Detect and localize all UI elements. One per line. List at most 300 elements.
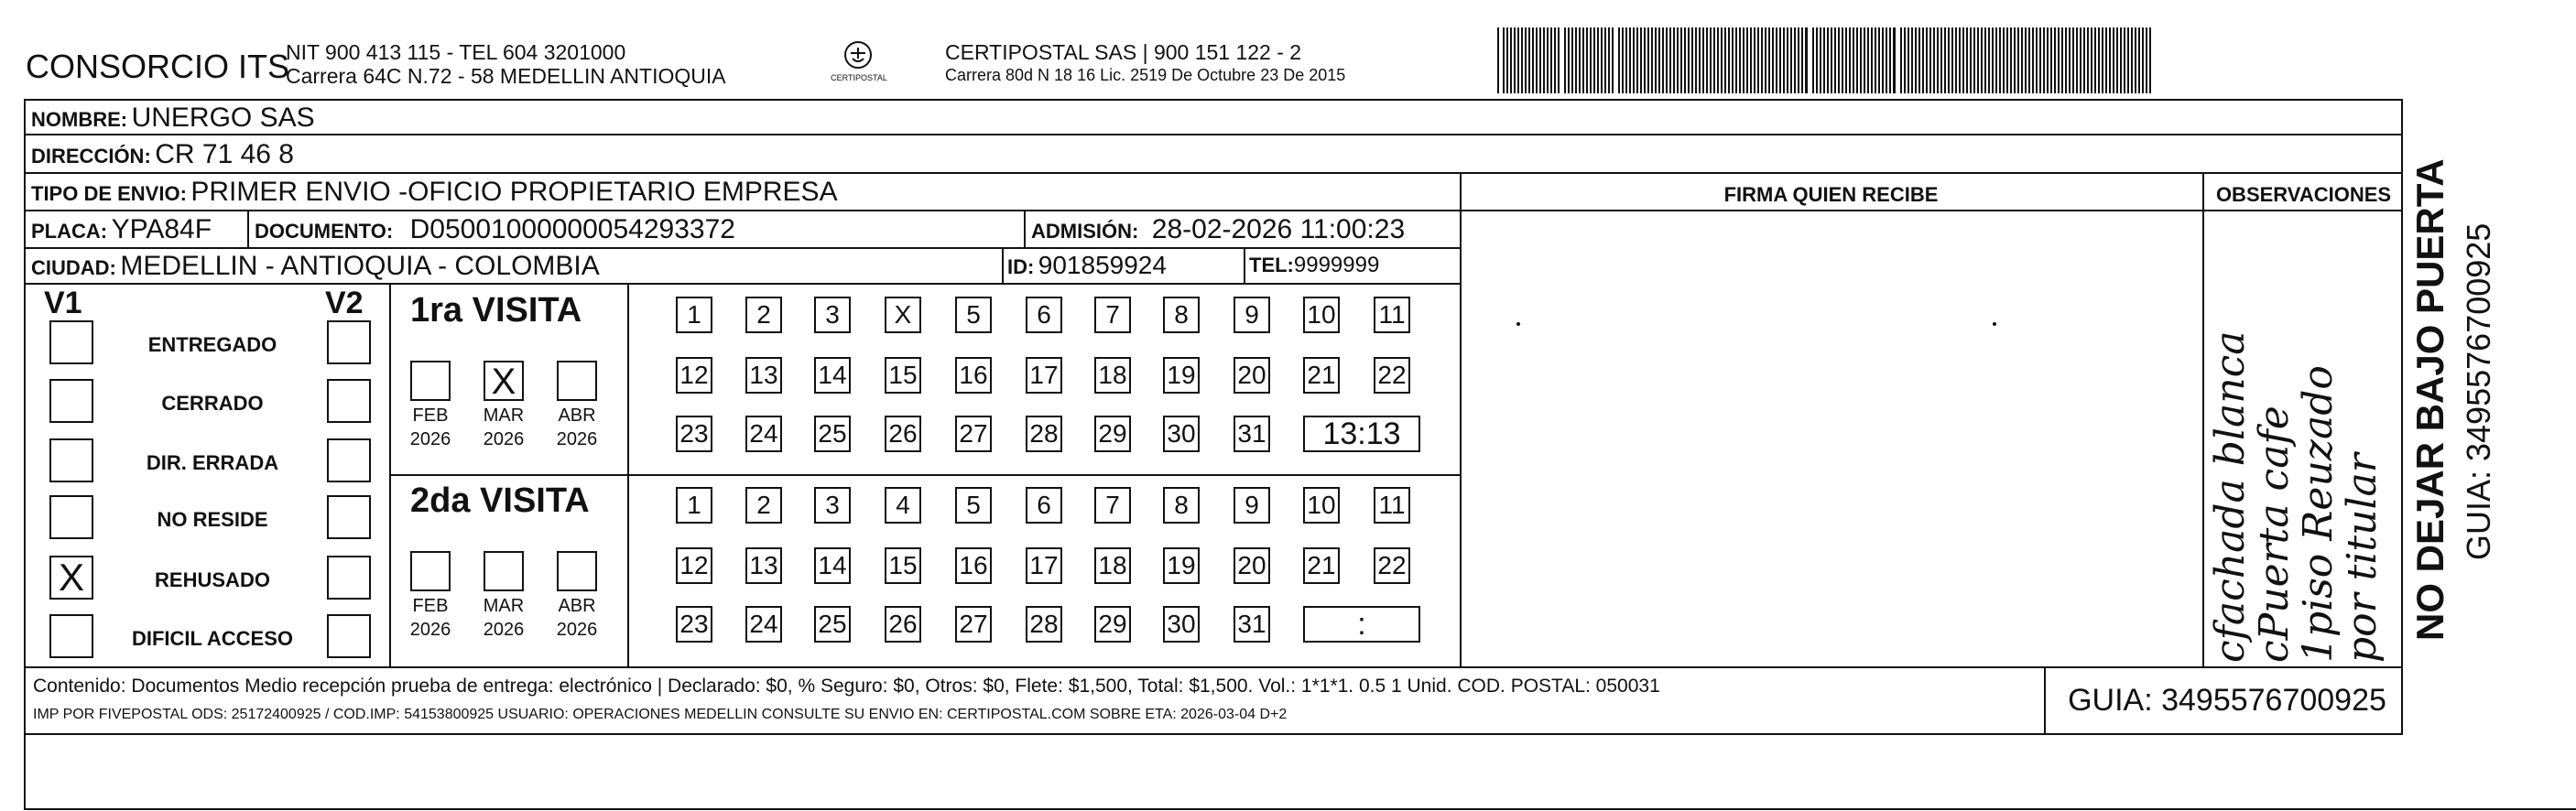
id-value: 901859924 [1038,251,1167,279]
barcode-bar [1622,27,1624,93]
barcode-bar [2135,27,2136,93]
day-box[interactable]: 14 [814,547,851,584]
barcode-bar [1713,27,1715,93]
barcode-bar [1948,27,1950,93]
barcode-bar [1776,27,1777,93]
day-box[interactable]: 24 [745,416,782,452]
barcode-bar [2102,27,2103,93]
barcode-bar [2039,27,2041,93]
v2-checkbox[interactable] [327,379,371,423]
id-row [1007,251,1167,280]
day-box[interactable]: 3 [814,487,851,524]
barcode-bar [1768,27,1770,93]
v2-checkbox[interactable] [327,556,371,600]
barcode-bar [2138,27,2140,93]
day-box[interactable]: 1 [676,297,712,333]
day-box[interactable]: 22 [1374,547,1410,584]
barcode-bar [1812,27,1814,93]
day-box[interactable]: 25 [814,416,851,452]
barcode-bar [1702,27,1704,93]
barcode-bar [1772,27,1774,93]
barcode-bar [1655,27,1657,93]
barcode-bar [1691,27,1693,93]
barcode-bar [1940,27,1942,93]
v2-label: V2 [325,286,364,320]
barcode-bar [1629,27,1631,93]
barcode-bar [1849,27,1851,93]
footer-imp: IMP POR FIVEPOSTAL ODS: 25172400925 / COD.IMP: 54153800925 USUARIO: OPERACIONES MEDELLIN CONSULTE SU ENVIO EN: CERTIPOSTAL.COM SOBRE ETA: 2026-03-04 D+2 [33,707,1288,722]
v1-checkbox[interactable] [49,379,93,423]
barcode-bar [2047,27,2049,93]
barcode-bar [1860,27,1862,93]
footer-guia: GUIA: 3495576700925 [2068,683,2386,718]
barcode-bar [1790,27,1792,93]
id-label: ID: [1007,255,1035,278]
barcode-bar [1728,27,1730,93]
carrier-line: CERTIPOSTAL SAS | 900 151 122 - 2 [945,40,1302,64]
barcode-bar [1575,27,1577,93]
barcode-bar [1662,27,1664,93]
barcode-bar [1582,27,1584,93]
day-box[interactable]: 23 [676,606,712,643]
day-box[interactable]: 5 [955,487,992,524]
barcode-bar [1644,27,1646,93]
month-name: MAR [483,406,525,426]
day-box[interactable]: 26 [885,606,921,643]
barcode-bar [1743,27,1745,93]
company-name: CONSORCIO ITS [26,48,290,85]
month-checkbox[interactable] [410,361,451,401]
month-name: ABR [558,596,596,616]
barcode-bar [1735,27,1737,93]
barcode-bar [1878,27,1880,93]
v2-checkbox[interactable] [327,438,371,482]
barcode-bar [1636,27,1638,93]
day-box[interactable]: 28 [1026,606,1062,643]
barcode-bar [1805,27,1808,93]
day-box[interactable]: 31 [1234,606,1270,643]
barcode-bar [1757,27,1759,93]
v1-checkbox[interactable] [49,320,93,364]
day-box[interactable]: 6 [1026,297,1062,333]
direccion-row [31,139,294,170]
barcode-bar [1612,27,1614,93]
day-box[interactable]: 19 [1163,357,1200,394]
obs-line-4: por titular [2339,453,2386,663]
day-box[interactable]: 10 [1303,487,1340,524]
barcode-bar [2094,27,2096,93]
day-box[interactable]: 23 [676,416,712,452]
barcode-bar [1539,27,1541,93]
day-box[interactable]: 13 [745,357,782,394]
day-box[interactable]: 1 [676,487,712,524]
barcode-bar [1658,27,1660,93]
barcode-bar [2050,27,2052,93]
barcode-bar [1618,27,1620,93]
month-checkbox[interactable] [557,361,597,401]
barcode-bar [2006,27,2008,93]
barcode-bar [1959,27,1961,93]
day-box[interactable]: 29 [1094,606,1131,643]
status-label: ENTREGADO [147,333,277,356]
barcode-bar [1951,27,1953,93]
barcode-bar [1706,27,1708,93]
barcode-bar [2146,27,2147,93]
barcode-bar [2036,27,2038,93]
barcode-bar [1732,27,1734,93]
barcode-bar [1900,27,1902,93]
firma-label: FIRMA QUIEN RECIBE [1723,183,1939,206]
month-name: ABR [558,406,596,426]
barcode-bar [1864,27,1865,93]
time-box[interactable]: 13:13 [1303,416,1420,452]
barcode-bar [1761,27,1763,93]
barcode-bar [1550,27,1552,93]
day-box[interactable]: 4 [885,487,921,524]
day-box[interactable]: 7 [1094,487,1131,524]
barcode-bar [1882,27,1884,93]
documento-label: DOCUMENTO: [255,220,394,243]
day-box[interactable]: 6 [1026,487,1062,524]
barcode-bar [1669,27,1671,93]
tel-label: TEL: [1249,254,1294,276]
barcode-bar [1746,27,1748,93]
barcode-bar [2065,27,2067,93]
barcode-bar [1820,27,1821,93]
barcode-bar [2054,27,2056,93]
barcode-bar [1506,27,1508,93]
barcode-bar [1568,27,1570,93]
status-label: NO RESIDE [157,508,268,531]
carrier-address: Carrera 80d N 18 16 Lic. 2519 De Octubre 23 De 2015 [945,66,1346,84]
month-checkbox[interactable] [410,551,451,591]
barcode-bar [1889,27,1891,93]
month-year: 2026 [409,429,451,449]
barcode-bar [1554,27,1556,93]
barcode-bar [2124,27,2125,93]
observaciones-handwriting [2209,214,2401,663]
day-box[interactable]: 25 [814,606,851,643]
barcode-bar [2087,27,2089,93]
v1-label: V1 [44,286,82,320]
company-nit: NIT 900 413 115 - TEL 604 3201000 [286,40,626,64]
barcode-bar [1794,27,1796,93]
barcode-bar [2010,27,2012,93]
barcode-bar [2061,27,2063,93]
company-address: Carrera 64C N.72 - 58 MEDELLIN ANTIOQUIA [286,64,726,88]
day-box[interactable]: 2 [745,487,782,524]
barcode-bar [1875,27,1876,93]
day-box[interactable]: 18 [1094,547,1131,584]
month-name: FEB [412,596,449,616]
barcode-bar [1977,27,1979,93]
barcode-bar [1528,27,1530,93]
barcode-bar [2021,27,2023,93]
nombre-value: UNERGO SAS [131,103,315,133]
barcode-bar [1677,27,1679,93]
direccion-value: CR 71 46 8 [155,139,294,169]
placa-value: YPA84F [111,214,212,244]
barcode-bar [1856,27,1858,93]
day-box[interactable]: 11 [1374,487,1410,524]
barcode [1497,27,2157,93]
barcode-bar [1666,27,1668,93]
status-label: DIFICIL ACCESO [131,627,293,650]
day-box[interactable]: 30 [1163,606,1200,643]
tipo-value: PRIMER ENVIO -OFICIO PROPIETARIO EMPRESA [190,177,838,207]
barcode-bar [1999,27,2001,93]
day-box[interactable]: 20 [1234,357,1270,394]
admision-label: ADMISIÓN: [1031,220,1139,243]
barcode-bar [1510,27,1512,93]
day-box[interactable]: 27 [955,416,992,452]
month-checkbox[interactable] [484,551,524,591]
ciudad-row [31,251,600,282]
v2-checkbox[interactable] [327,320,371,364]
admision-row [1031,214,1405,245]
day-box[interactable]: 19 [1163,547,1200,584]
barcode-bar [1783,27,1785,93]
barcode-bar [2131,27,2133,93]
barcode-bar [1688,27,1690,93]
day-box[interactable]: 16 [955,357,992,394]
day-box[interactable]: 5 [955,297,992,333]
barcode-bar [1536,27,1538,93]
day-box[interactable]: 24 [745,606,782,643]
barcode-bar [2142,27,2144,93]
barcode-bar [2028,27,2030,93]
day-box[interactable]: 9 [1234,487,1270,524]
barcode-bar [1944,27,1946,93]
tipo-row [31,177,838,208]
month-checkbox[interactable] [557,551,597,591]
day-box[interactable]: 8 [1163,487,1200,524]
day-box[interactable]: 9 [1234,297,1270,333]
day-box[interactable]: 13 [745,547,782,584]
barcode-bar [1558,27,1560,93]
barcode-bar [2072,27,2074,93]
barcode-bar [1838,27,1840,93]
barcode-bar [1640,27,1642,93]
side-guia: GUIA: 3495576700925 [2460,222,2497,560]
barcode-bar [1933,27,1935,93]
admision-value: 28-02-2026 11:00:23 [1151,214,1406,244]
barcode-bar [1853,27,1854,93]
barcode-bar [1981,27,1983,93]
month-year: 2026 [556,429,598,449]
day-box[interactable]: 28 [1026,416,1062,452]
day-box[interactable]: 14 [814,357,851,394]
barcode-bar [1955,27,1957,93]
barcode-bar [2083,27,2085,93]
day-box[interactable]: 29 [1094,416,1131,452]
day-box[interactable]: 21 [1303,357,1340,394]
day-box[interactable]: 21 [1303,547,1340,584]
day-box[interactable]: 18 [1094,357,1131,394]
day-box[interactable]: 22 [1374,357,1410,394]
day-box[interactable]: 26 [885,416,921,452]
barcode-bar [1597,27,1599,93]
day-box[interactable]: 17 [1026,547,1062,584]
month-year: 2026 [483,620,525,640]
barcode-bar [2058,27,2060,93]
barcode-bar [1816,27,1818,93]
barcode-bar [1911,27,1913,93]
barcode-bar [1651,27,1653,93]
month-checkbox[interactable]: X [484,361,524,401]
month-year: 2026 [483,429,525,449]
barcode-bar [1918,27,1920,93]
barcode-bar [1929,27,1931,93]
tel-value: 9999999 [1293,253,1380,277]
barcode-bar [1601,27,1603,93]
barcode-bar [1647,27,1649,93]
documento-row [255,214,735,245]
observaciones-label: OBSERVACIONES [2215,183,2392,206]
barcode-bar [1831,27,1832,93]
day-box[interactable]: 15 [885,547,921,584]
barcode-bar [1922,27,1924,93]
barcode-bar [2076,27,2078,93]
barcode-bar [2116,27,2118,93]
day-box[interactable]: 27 [955,606,992,643]
barcode-bar [1787,27,1788,93]
v2-checkbox[interactable] [327,614,371,658]
v2-checkbox[interactable] [327,495,371,539]
day-box[interactable]: 8 [1163,297,1200,333]
barcode-bar [1739,27,1741,93]
barcode-bar [1525,27,1527,93]
barcode-bar [1521,27,1523,93]
barcode-bar [1845,27,1847,93]
time-box[interactable]: : [1303,606,1420,643]
documento-value: D05001000000054293372 [409,214,735,244]
day-box[interactable]: 2 [745,297,782,333]
day-box[interactable]: 10 [1303,297,1340,333]
barcode-bar [1834,27,1836,93]
barcode-bar [2098,27,2100,93]
barcode-bar [1962,27,1964,93]
side-no-dejar: NO DEJAR BAJO PUERTA [2408,158,2451,641]
barcode-bar [1966,27,1968,93]
barcode-bar [1633,27,1635,93]
barcode-bar [2069,27,2071,93]
barcode-bar [1798,27,1799,93]
nombre-label: NOMBRE: [31,108,128,131]
day-box[interactable]: 11 [1374,297,1410,333]
obs-line-3: 1piso Reuzado [2295,365,2342,663]
barcode-bar [2025,27,2027,93]
barcode-bar [2032,27,2034,93]
barcode-bar [1937,27,1939,93]
barcode-bar [1984,27,1986,93]
placa-label: PLACA: [31,220,108,243]
day-box[interactable]: 16 [955,547,992,584]
barcode-bar [1893,27,1896,93]
barcode-bar [2017,27,2019,93]
barcode-bar [1721,27,1723,93]
day-box[interactable]: 12 [676,547,712,584]
barcode-bar [1586,27,1588,93]
barcode-bar [1564,27,1566,93]
barcode-bar [2043,27,2045,93]
barcode-bar [1547,27,1549,93]
day-box[interactable]: 12 [676,357,712,394]
barcode-bar [1590,27,1592,93]
day-box[interactable]: 3 [814,297,851,333]
barcode-bar [1604,27,1606,93]
month-name: FEB [412,406,449,426]
direccion-label: DIRECCIÓN: [31,145,151,168]
placa-row [31,214,212,245]
barcode-bar [1988,27,1990,93]
signature-mark [1516,322,1520,326]
footer-content: Contenido: Documentos Medio recepción prueba de entrega: electrónico | Declarado: $0, % Seguro: $0, Otros: $0, Flete: $1,500, Total: $1,500. Vol.: 1*1*1. 0.5 1 Unid. COD. POSTAL: 050031 [33,676,1660,697]
month-name: MAR [483,596,525,616]
obs-line-1: cfachada blanca [2207,330,2254,663]
barcode-bar [1801,27,1803,93]
barcode-bar [1908,27,1909,93]
day-box[interactable]: 7 [1094,297,1131,333]
month-year: 2026 [556,620,598,640]
barcode-bar [2109,27,2111,93]
v1-checkbox[interactable]: X [49,556,93,600]
v1-checkbox[interactable] [49,438,93,482]
barcode-bar [1625,27,1627,93]
barcode-bar [1823,27,1825,93]
barcode-bar [2080,27,2081,93]
barcode-bar [1695,27,1697,93]
v1-checkbox[interactable] [49,614,93,658]
barcode-bar [1680,27,1682,93]
tel-row [1249,253,1379,278]
barcode-bar [1765,27,1766,93]
barcode-bar [1543,27,1545,93]
barcode-bar [1699,27,1701,93]
barcode-bar [1904,27,1906,93]
ciudad-value: MEDELLIN - ANTIOQUIA - COLOMBIA [120,251,600,281]
status-label: REHUSADO [155,568,270,591]
v1-checkbox[interactable] [49,495,93,539]
day-box[interactable]: 17 [1026,357,1062,394]
barcode-bar [1827,27,1829,93]
barcode-bar [1871,27,1873,93]
barcode-bar [1724,27,1726,93]
barcode-bar [1973,27,1975,93]
barcode-bar [1754,27,1755,93]
day-box[interactable]: X [885,297,921,333]
barcode-bar [1867,27,1869,93]
day-box[interactable]: 15 [885,357,921,394]
barcode-bar [2120,27,2122,93]
day-box[interactable]: 30 [1163,416,1200,452]
obs-line-2: cPuerta cafe [2251,406,2298,663]
day-box[interactable]: 20 [1234,547,1270,584]
day-box[interactable]: 31 [1234,416,1270,452]
barcode-bar [2113,27,2114,93]
status-label: CERRADO [161,392,264,415]
barcode-bar [2127,27,2129,93]
barcode-bar [1779,27,1781,93]
nombre-row [31,103,315,134]
barcode-bar [1608,27,1610,93]
barcode-bar [1886,27,1887,93]
barcode-bar [1673,27,1675,93]
barcode-bar [1710,27,1712,93]
barcode-bar [2105,27,2107,93]
barcode-bar [1970,27,1972,93]
barcode-bar [1532,27,1534,93]
